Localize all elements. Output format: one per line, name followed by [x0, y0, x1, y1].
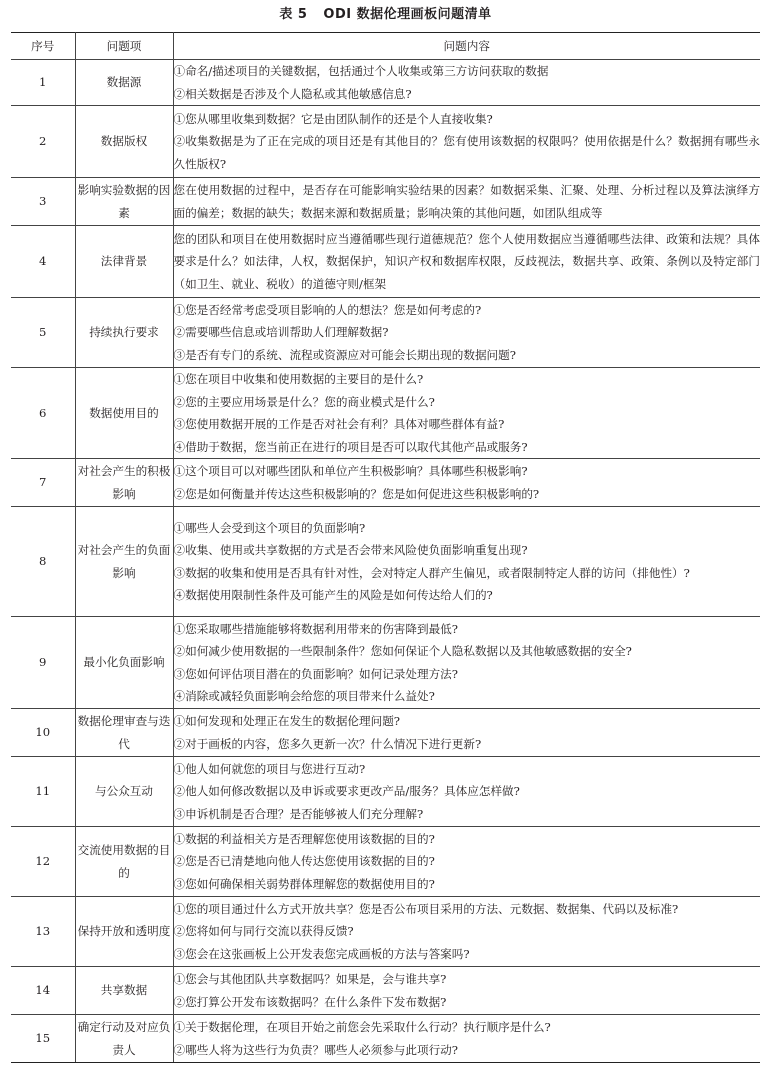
table-row — [11, 298, 760, 368]
row-question-content — [173, 1015, 760, 1063]
table-row — [11, 507, 760, 617]
row-question-item: 对社会产生的积极影响 — [75, 459, 173, 507]
question-text: ①这个项目可以对哪些团队和单位产生积极影响？具体哪些积极影响? — [173, 464, 528, 478]
question-text: ④借助于数据，您当前正在进行的项目是否可以取代其他产品或服务? — [173, 439, 528, 454]
question-text: ③您会在这张画板上公开发表您完成画板的方法与答案吗? — [173, 946, 470, 961]
row-question-content — [173, 60, 760, 106]
row-number: 8 — [11, 507, 75, 617]
row-question-item: 交流使用数据的目的 — [75, 827, 173, 897]
question-text: ②需要哪些信息或培训帮助人们理解数据? — [173, 325, 389, 340]
row-number: 5 — [11, 298, 75, 368]
row-number: 14 — [11, 967, 75, 1015]
row-question-item: 数据版权 — [75, 106, 173, 178]
question-text: ①关于数据伦理，在项目开始之前您会先采取什么行动？执行顺序是什么? — [173, 1020, 551, 1034]
row-question-content — [173, 298, 760, 368]
row-question-item: 影响实验数据的因素 — [75, 178, 173, 226]
row-question-content — [173, 459, 760, 507]
table-caption — [0, 6, 771, 24]
caption-title: ODI 数据伦理画板问题清单 — [323, 7, 492, 22]
row-question-content — [173, 709, 760, 757]
table-body — [11, 60, 760, 1063]
question-table — [11, 32, 760, 1063]
row-number: 11 — [11, 757, 75, 827]
row-number: 2 — [11, 106, 75, 178]
question-text: ①您的项目通过什么方式开放共享？您是否公布项目采用的方法、元数据、数据集、代码以及标准? — [173, 901, 679, 916]
row-question-content — [173, 967, 760, 1015]
table-row — [11, 1015, 760, 1063]
row-question-item: 与公众互动 — [75, 757, 173, 827]
question-text: ②哪些人将为这些行为负责？哪些人必须参与此项行动? — [173, 1042, 458, 1057]
question-text: 您在使用数据的过程中，是否存在可能影响实验结果的因素？如数据采集、汇聚、处理、分析过程以及算法演绎方面的偏差；数据的缺失；数据来源和数据质量；影响决策的其他问题，如团队组成等 — [173, 183, 760, 220]
table-row — [11, 709, 760, 757]
question-text: ①您从哪里收集到数据？它是由团队制作的还是个人直接收集? — [173, 111, 493, 126]
table-row — [11, 178, 760, 226]
question-text: ①您会与其他团队共享数据吗？如果是，会与谁共享? — [173, 972, 447, 986]
row-question-content — [173, 507, 760, 617]
row-number: 6 — [11, 368, 75, 459]
question-text: 您的团队和项目在使用数据时应当遵循哪些现行道德规范？您个人使用数据应当遵循哪些法律、政策和法规？具体要求是什么？如法律，人权，数据保护，知识产权和数据库权限，反歧视法，数据共享、政策、条例以及特定部门（如卫生、就业、税收）的道德守则/框架 — [173, 231, 760, 291]
row-number: 3 — [11, 178, 75, 226]
question-text: ②您将如何与同行交流以获得反馈? — [173, 924, 354, 939]
table-row — [11, 827, 760, 897]
caption-label: 表 5 — [279, 7, 308, 22]
question-text: ①您是否经常考虑受项目影响的人的想法？您是如何考虑的? — [173, 302, 482, 317]
row-question-content — [173, 106, 760, 178]
row-question-content — [173, 178, 760, 226]
row-question-content — [173, 897, 760, 967]
row-question-item: 最小化负面影响 — [75, 617, 173, 709]
row-number: 15 — [11, 1015, 75, 1063]
question-text: ②您的主要应用场景是什么？您的商业模式是什么? — [173, 394, 435, 409]
question-text: ①您采取哪些措施能够将数据利用带来的伤害降到最低? — [173, 621, 458, 636]
question-text: ①他人如何就您的项目与您进行互动? — [173, 761, 366, 776]
row-question-item: 保持开放和透明度 — [75, 897, 173, 967]
row-question-content — [173, 226, 760, 298]
row-question-item: 对社会产生的负面影响 — [75, 507, 173, 617]
question-text: ①您在项目中收集和使用数据的主要目的是什么? — [173, 372, 424, 386]
question-text: ③您如何评估项目潜在的负面影响？如何记录处理方法? — [173, 666, 458, 681]
table-row — [11, 459, 760, 507]
question-text: ③数据的收集和使用是否具有针对性，会对特定人群产生偏见，或者限制特定人群的访问（排他性）? — [173, 565, 690, 580]
row-question-content — [173, 827, 760, 897]
question-text: ②收集数据是为了正在完成的项目还是有其他目的？您有使用该数据的权限吗？使用依据是什么？数据拥有哪些永久性版权? — [173, 134, 760, 171]
table-row — [11, 60, 760, 106]
row-question-item: 共享数据 — [75, 967, 173, 1015]
row-question-item: 确定行动及对应负责人 — [75, 1015, 173, 1063]
row-question-content — [173, 757, 760, 827]
table-row — [11, 757, 760, 827]
question-text: ③您如何确保相关弱势群体理解您的数据使用目的? — [173, 876, 435, 891]
row-question-content — [173, 368, 760, 459]
question-text: ②您是否已清楚地向他人传达您使用该数据的目的? — [173, 854, 435, 869]
header-no: 序号 — [11, 33, 75, 60]
question-text: ①数据的利益相关方是否理解您使用该数据的目的? — [173, 831, 435, 846]
question-text: ④数据使用限制性条件及可能产生的风险是如何传达给人们的? — [173, 588, 493, 602]
row-question-item: 数据使用目的 — [75, 368, 173, 459]
question-text: ①哪些人会受到这个项目的负面影响? — [173, 520, 366, 535]
question-text: ③是否有专门的系统、流程或资源应对可能会长期出现的数据问题? — [173, 347, 516, 362]
row-question-item: 持续执行要求 — [75, 298, 173, 368]
question-text: ②对于画板的内容，您多久更新一次？什么情况下进行更新? — [173, 736, 482, 751]
row-question-content — [173, 617, 760, 709]
table-row — [11, 226, 760, 298]
row-number: 12 — [11, 827, 75, 897]
question-text: ②如何减少使用数据的一些限制条件？您如何保证个人隐私数据以及其他敏感数据的安全? — [173, 644, 632, 658]
question-text: ②他人如何修改数据以及申诉或要求更改产品/服务？具体应怎样做? — [173, 784, 520, 799]
row-number: 10 — [11, 709, 75, 757]
table-header-row — [11, 33, 760, 60]
row-number: 13 — [11, 897, 75, 967]
row-question-item: 数据源 — [75, 60, 173, 106]
question-text: ①如何发现和处理正在发生的数据伦理问题? — [173, 714, 400, 728]
question-text: ①命名/描述项目的关键数据，包括通过个人收集或第三方访问获取的数据 — [173, 64, 549, 78]
question-text: ③申诉机制是否合理？是否能够被人们充分理解? — [173, 806, 424, 821]
header-content: 问题内容 — [173, 33, 760, 60]
table-row — [11, 617, 760, 709]
question-text: ②您是如何衡量并传达这些积极影响的？您是如何促进这些积极影响的? — [173, 486, 540, 501]
table-row — [11, 368, 760, 459]
table-row — [11, 897, 760, 967]
row-number: 7 — [11, 459, 75, 507]
question-text: ③您使用数据开展的工作是否对社会有利？具体对哪些群体有益? — [173, 417, 505, 431]
table-row — [11, 967, 760, 1015]
row-question-item: 法律背景 — [75, 226, 173, 298]
table-row — [11, 106, 760, 178]
row-question-item: 数据伦理审查与迭代 — [75, 709, 173, 757]
row-number: 4 — [11, 226, 75, 298]
question-text: ②您打算公开发布该数据吗？在什么条件下发布数据? — [173, 994, 447, 1009]
question-text: ②收集、使用或共享数据的方式是否会带来风险使负面影响重复出现? — [173, 543, 528, 557]
question-text: ④消除或减轻负面影响会给您的项目带来什么益处? — [173, 689, 435, 703]
header-item: 问题项 — [75, 33, 173, 60]
row-number: 9 — [11, 617, 75, 709]
row-number: 1 — [11, 60, 75, 106]
question-text: ②相关数据是否涉及个人隐私或其他敏感信息? — [173, 86, 412, 101]
